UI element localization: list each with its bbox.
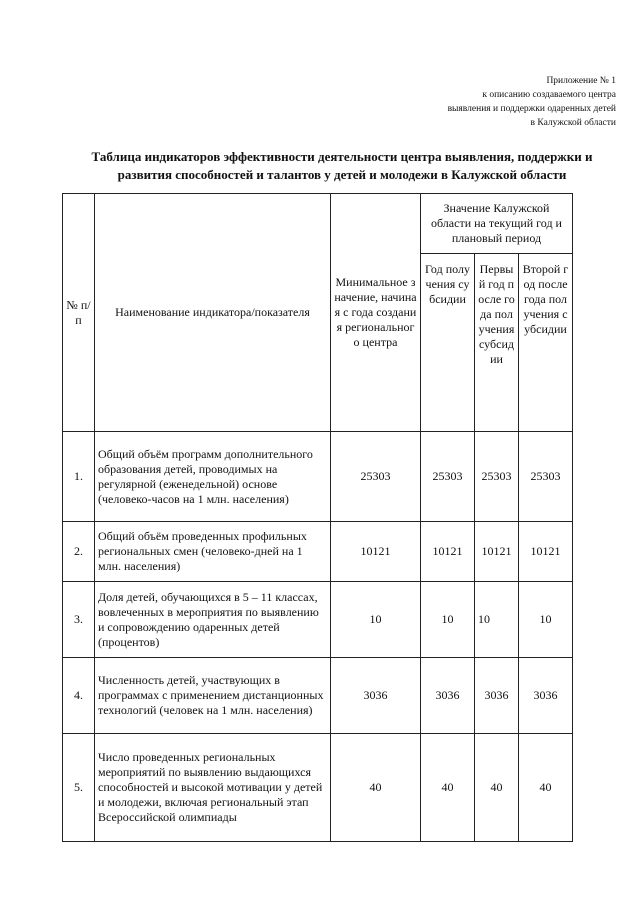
document-title [56, 148, 628, 184]
row-year-subsidy-value: 10 [421, 582, 475, 658]
table-row [63, 582, 573, 658]
appendix-line: в Калужской области [530, 118, 616, 128]
row-number: 3. [63, 582, 95, 658]
table-row [63, 432, 573, 522]
row-minimum-value: 10 [331, 582, 421, 658]
table-row [63, 522, 573, 582]
row-second-year-value: 40 [519, 734, 573, 842]
row-first-year-value: 3036 [475, 658, 519, 734]
appendix-note [336, 74, 616, 130]
header-indicator-name: Наименование индикатора/показателя [95, 194, 331, 432]
row-minimum-value: 10121 [331, 522, 421, 582]
header-first-year-after: Первый год после года получения субсидии [475, 254, 519, 432]
header-minimum-value: Минимальное значение, начиная с года создания регионального центра [331, 194, 421, 432]
row-indicator-name: Численность детей, участвующих в программах с применением дистанционных технологий (человек на 1 млн. населения) [95, 658, 331, 734]
row-minimum-value: 25303 [331, 432, 421, 522]
row-first-year-value: 10 [475, 582, 519, 658]
row-number: 2. [63, 522, 95, 582]
row-second-year-value: 3036 [519, 658, 573, 734]
row-second-year-value: 25303 [519, 432, 573, 522]
header-year-subsidy: Год получения субсидии [421, 254, 475, 432]
appendix-line: выявления и поддержки одаренных детей [447, 104, 616, 114]
row-minimum-value: 40 [331, 734, 421, 842]
row-indicator-name: Число проведенных региональных мероприятий по выявлению выдающихся способностей и высокой мотивации у детей и молодежи, включая региональный этап Всероссийской олимпиады [95, 734, 331, 842]
row-number: 4. [63, 658, 95, 734]
appendix-line: Приложение № 1 [546, 76, 616, 86]
row-first-year-value: 10121 [475, 522, 519, 582]
title-line: Таблица индикаторов эффективности деятельности центра выявления, поддержки и [91, 149, 593, 164]
indicators-table [62, 193, 573, 842]
row-indicator-name: Доля детей, обучающихся в 5 – 11 классах, вовлеченных в мероприятия по выявлению и сопровождению одаренных детей (процентов) [95, 582, 331, 658]
row-second-year-value: 10121 [519, 522, 573, 582]
row-year-subsidy-value: 10121 [421, 522, 475, 582]
table-row [63, 734, 573, 842]
row-minimum-value: 3036 [331, 658, 421, 734]
row-indicator-name: Общий объём проведенных профильных региональных смен (человеко-дней на 1 млн. населения) [95, 522, 331, 582]
row-year-subsidy-value: 3036 [421, 658, 475, 734]
table-row [63, 658, 573, 734]
row-year-subsidy-value: 40 [421, 734, 475, 842]
appendix-line: к описанию создаваемого центра [482, 90, 616, 100]
header-second-year-after: Второй год после года получения субсидии [519, 254, 573, 432]
row-number: 1. [63, 432, 95, 522]
row-number: 5. [63, 734, 95, 842]
row-first-year-value: 40 [475, 734, 519, 842]
row-year-subsidy-value: 25303 [421, 432, 475, 522]
title-line: развития способностей и талантов у детей и молодежи в Калужской области [117, 167, 567, 182]
header-region-value: Значение Калужской области на текущий год и плановый период [421, 194, 573, 254]
header-number: № п/п [63, 194, 95, 432]
row-second-year-value: 10 [519, 582, 573, 658]
row-first-year-value: 25303 [475, 432, 519, 522]
row-indicator-name: Общий объём программ дополнительного образования детей, проводимых на регулярной (еженедельной) основе (человеко-часов на 1 млн. населения) [95, 432, 331, 522]
